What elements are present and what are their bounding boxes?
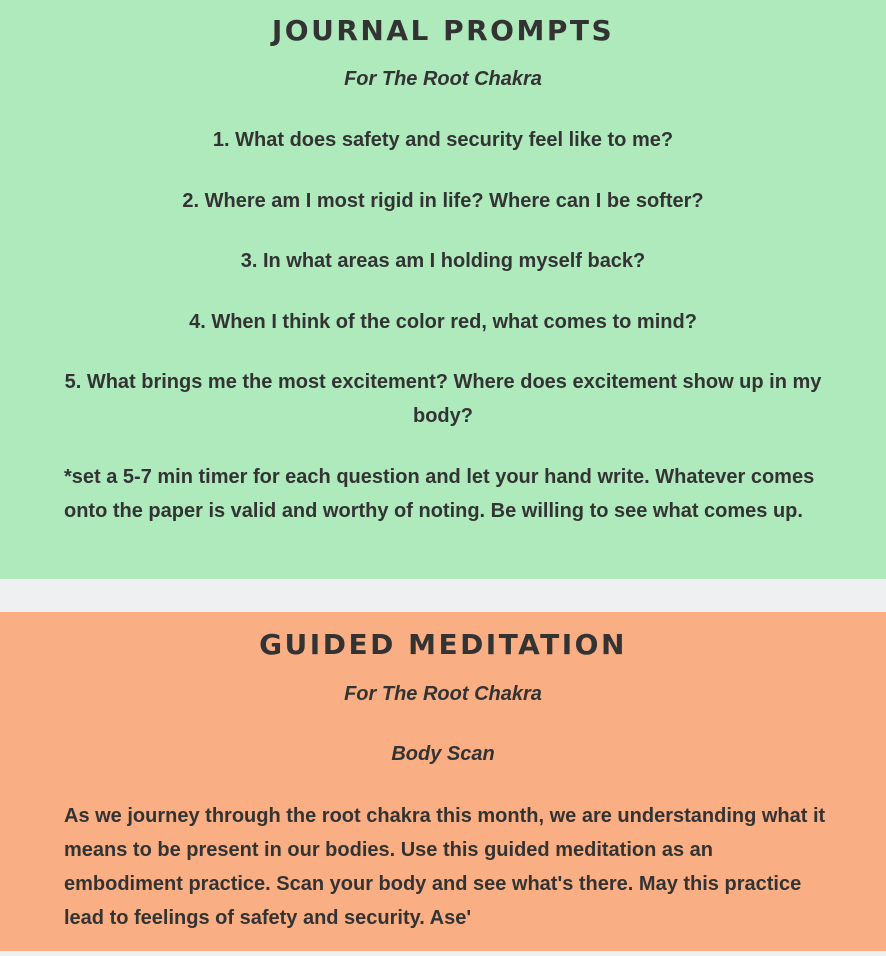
journal-title: JOURNAL PROMPTS bbox=[271, 14, 615, 47]
prompt-1: 1. What does safety and security feel like to me? bbox=[212, 129, 674, 151]
journal-note: *set a 5-7 min timer for each question and let your hand write. Whatever comes onto the paper is valid and worthy of noting. Be willing to see what comes up. bbox=[64, 466, 815, 522]
journal-subtitle: For The Root Chakra bbox=[344, 68, 542, 90]
meditation-title: GUIDED MEDITATION bbox=[259, 628, 627, 661]
meditation-body: As we journey through the root chakra this month, we are understanding what it means to be present in our bodies. Use this guided meditation as an embodiment practice. Scan your body and see what's there. May this practice lead to feelings of safety and security. Ase' bbox=[64, 805, 826, 929]
prompt-4: 4. When I think of the color red, what comes to mind? bbox=[189, 311, 697, 333]
guided-meditation-section bbox=[0, 612, 886, 951]
prompt-2: 2. Where am I most rigid in life? Where can I be softer? bbox=[182, 190, 704, 212]
prompt-5: 5. What brings me the most excitement? Where does excitement show up in my body? bbox=[64, 371, 822, 427]
meditation-heading: Body Scan bbox=[391, 743, 495, 765]
meditation-subtitle: For The Root Chakra bbox=[344, 683, 542, 705]
prompt-3: 3. In what areas am I holding myself back? bbox=[240, 250, 646, 272]
